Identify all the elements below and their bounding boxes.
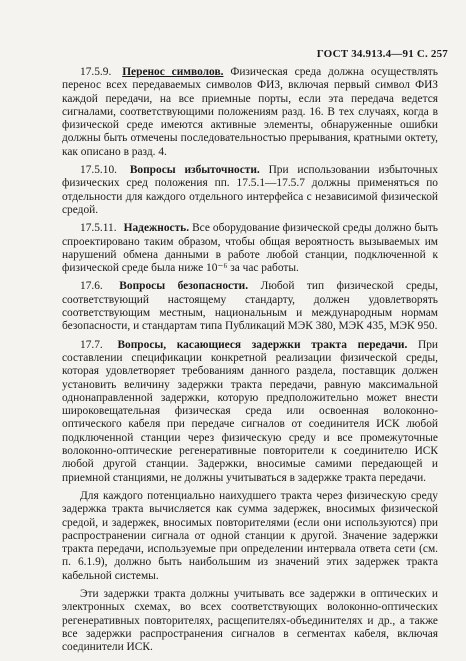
- section-title: Вопросы безопасности.: [119, 280, 249, 293]
- section-title: Вопросы избыточности.: [129, 164, 260, 177]
- paragraph-17-7: [62, 339, 438, 485]
- paragraph-17-5-10: [62, 164, 438, 217]
- section-number: 17.6.: [80, 280, 103, 293]
- section-title: Вопросы, касающиеся задержки тракта передачи.: [117, 338, 408, 351]
- section-number: 17.5.11.: [80, 222, 117, 235]
- section-title: Надежность.: [123, 222, 190, 235]
- section-number: 17.5.10.: [80, 164, 118, 177]
- paragraph-17-5-9: [62, 66, 438, 159]
- section-number: 17.7.: [80, 338, 103, 351]
- paragraph-text: Все оборудование физической среды должно быть спроектировано таким образом, чтобы общая вероятность вызываемых им нарушений обмена данными в работе любой станции, подключенной к физической среде была ниже 10⁻⁶ за час работы.: [62, 222, 439, 275]
- paragraph-17-6: [62, 280, 438, 333]
- paragraph-text: При составлении спецификации конкретной реализации физической среды, которая удовлетворяет требованиям данного раздела, поставщик должен установить величину задержки тракта передачи, равную максимальной однонаправленной задержки, которую предположительно может внести широковещательная физическая среда или освоенная волоконно-оптического кабеля при передаче сигналов от соединителя ИСК любой подключенной станции через физическую среду и все промежуточные волоконно-оптические регенеративные повторители к соединителю ИСК любой другой станции. Задержки, вносимые самими передающей и приемной станциями, не должны учитываться в задержке тракта передачи.: [62, 338, 439, 484]
- paragraph-path-delay: [62, 490, 438, 583]
- page-header: ГОСТ 34.913.4—91 С. 257: [316, 48, 448, 60]
- paragraph-text: Для каждого потенциально наихудшего тракта через физическую среду задержка тракта вычисляется как сумма задержек, вносимых физической средой, и задержек, вносимых повторителями (если они используются) при распространении сигнала от одной станции к другой. Значение задержки тракта передачи, используемые при определении интервала ответа сети (см. п. 6.1.9), должно быть наибольшим из значений этих задержек тракта кабельной системы.: [62, 489, 438, 582]
- paragraph-17-5-11: [62, 222, 438, 275]
- section-title: Перенос символов.: [122, 66, 224, 78]
- document-body: [62, 66, 438, 654]
- paragraph-text: При использовании избыточных физических сред положения пп. 17.5.1—17.5.7 должны применяться по отдельности для каждого отдельного интерфейса с независимой физической средой.: [62, 164, 438, 216]
- paragraph-text: Любой тип физической среды, соответствующий настоящему стандарту, должен удовлетворять соответствующим местным, национальным и международным нормам безопасности, и стандартам типа Публикаций МЭК 380, МЭК 435, МЭК 950.: [62, 280, 438, 333]
- section-number: 17.5.9.: [80, 66, 112, 78]
- paragraph-text: Физическая среда должна осуществлять перенос всех передаваемых символов ФИЗ, включая первый символ ФИЗ каждой передачи, на все приемные порты, если эта передача ведется сигналами, соответствующими положениям разд. 16. В тех случаях, когда в физической среде имеются активные элементы, обнаруженные ошибки должны быть отмечены последовательностью прерывания, кратными октету, как описано в разд. 4.: [62, 66, 438, 158]
- paragraph-text: Эти задержки тракта должны учитывать все задержки в оптических и электронных схемах, во всех соответствующих волоконно-оптических регенеративных повторителях, расщепителях-объединителях и др., а также все задержки распространения сигналов в сегментах кабеля, включая соединители ИСК.: [62, 587, 438, 654]
- paragraph-delay-components: [62, 588, 438, 654]
